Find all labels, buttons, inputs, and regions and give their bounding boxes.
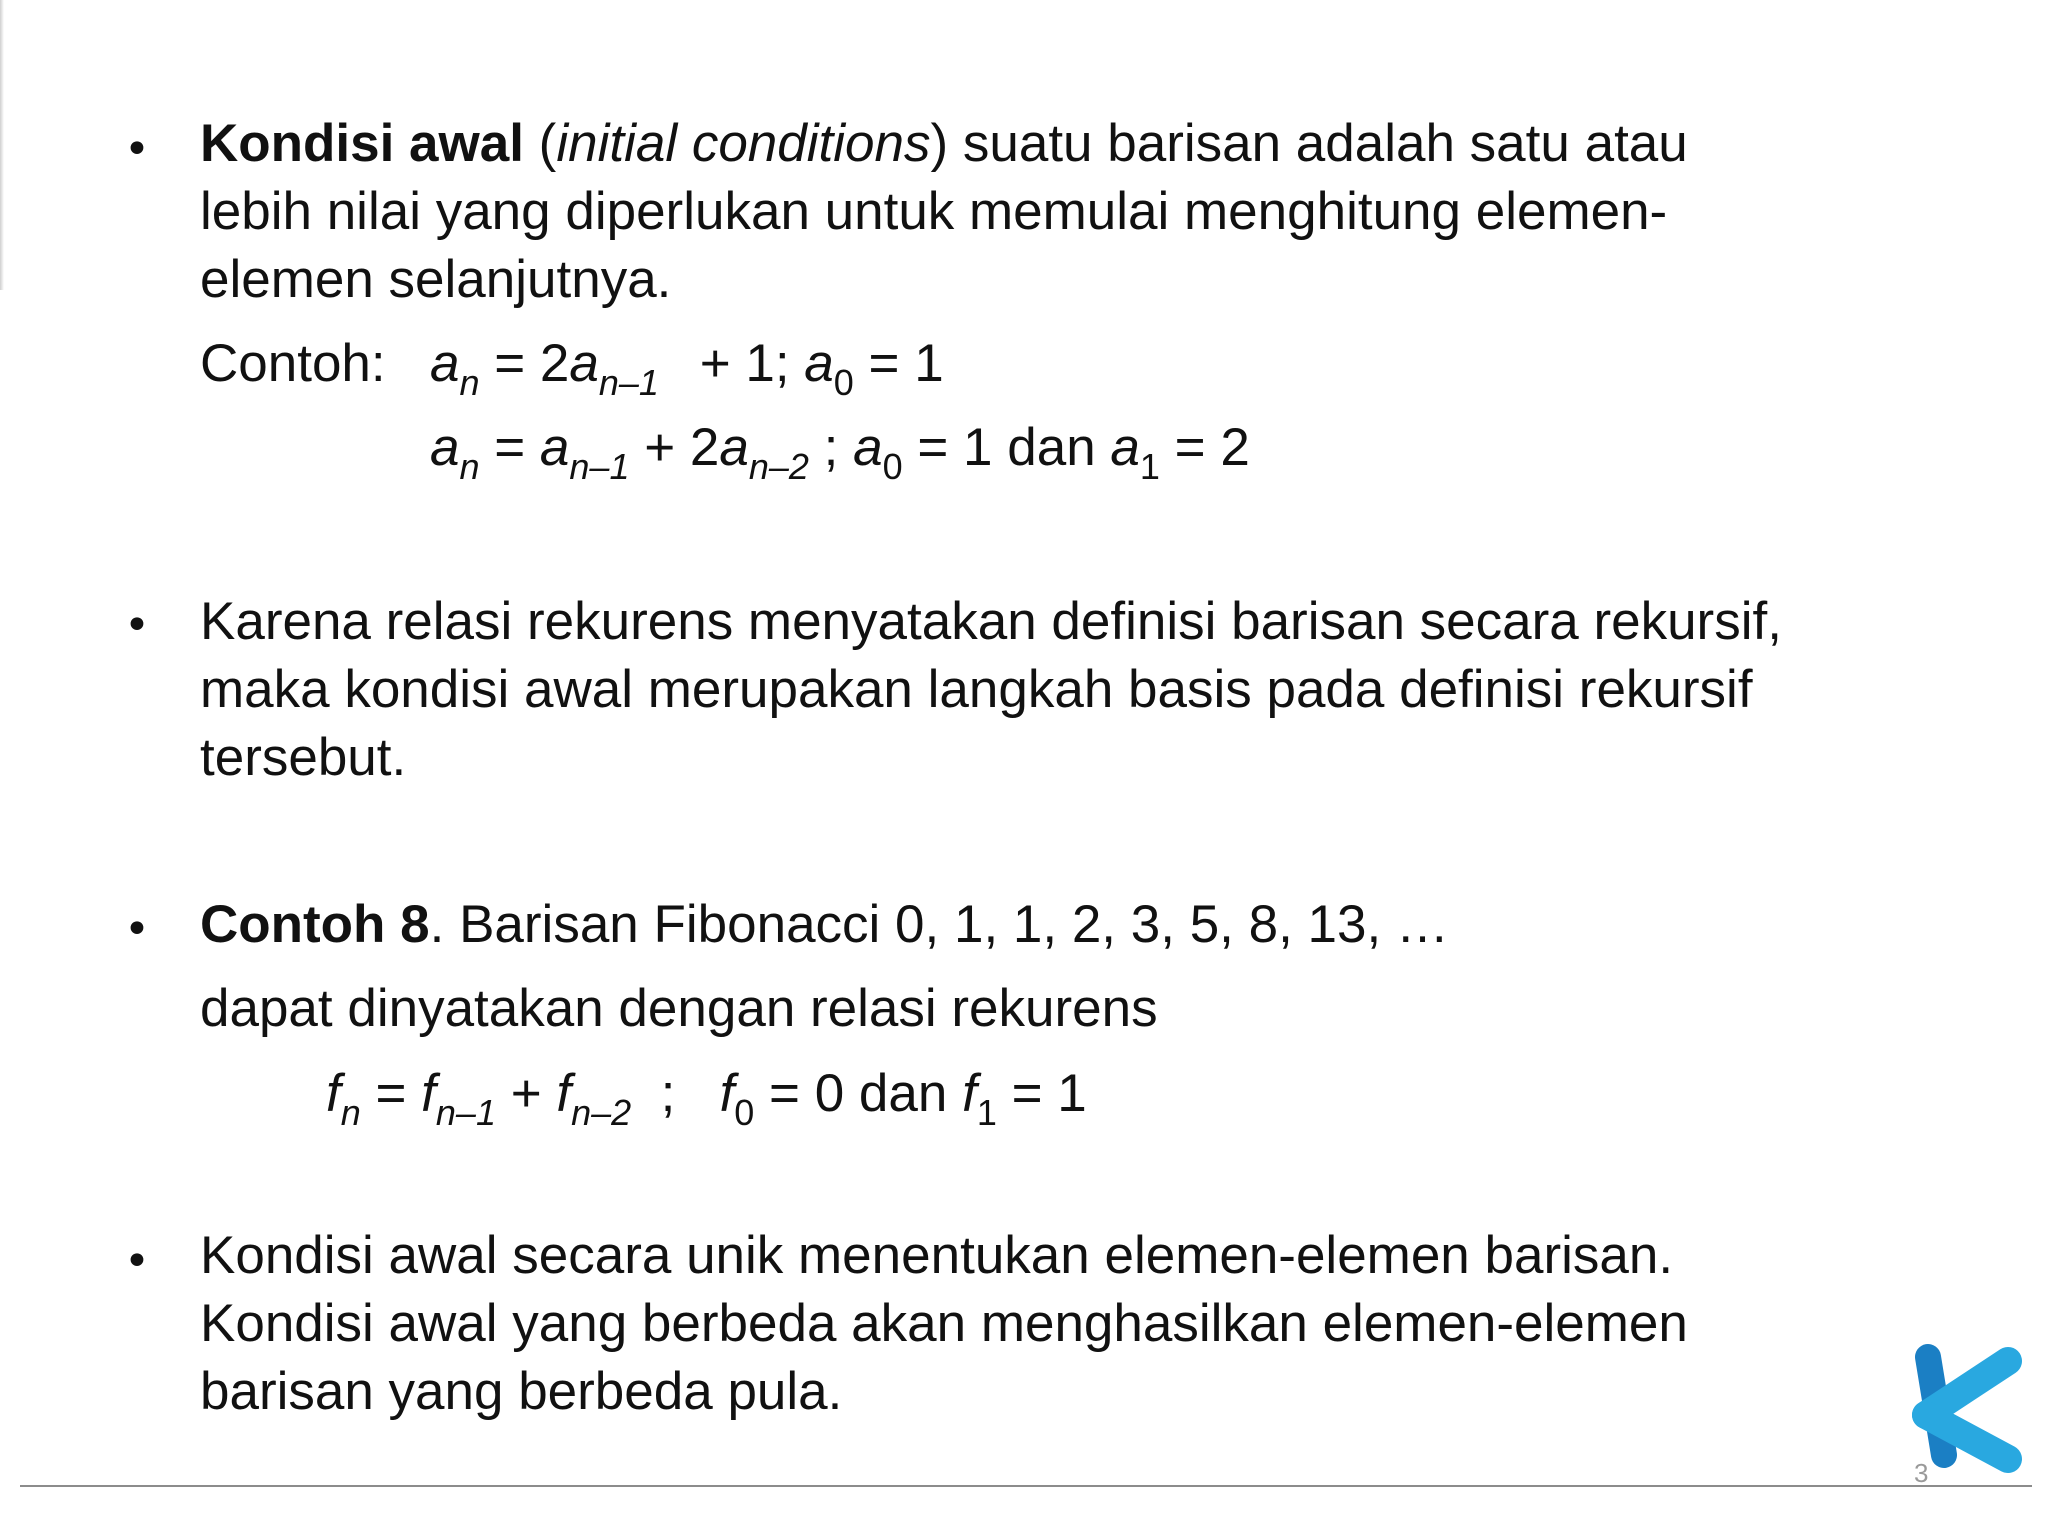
bullet-4: • <box>124 1236 150 1287</box>
equation-1 <box>430 330 944 403</box>
italic-term: initial conditions <box>556 114 931 173</box>
var-a: a <box>539 418 570 477</box>
bullet-3: • <box>124 904 150 955</box>
var-f: f <box>421 1064 436 1123</box>
paragraph-initial-conditions <box>200 110 1960 314</box>
subscript: n–2 <box>748 446 809 487</box>
paragraph-fibonacci <box>200 891 1960 959</box>
text-line: lebih nilai yang diperlukan untuk memulai menghitung elemen- <box>200 182 1668 241</box>
operator: = 1 <box>996 1064 1087 1123</box>
text-line: barisan yang berbeda pula. <box>200 1362 843 1421</box>
k-logo-icon <box>1900 1335 2030 1475</box>
var-f: f <box>556 1064 572 1123</box>
subscript: 1 <box>1139 446 1160 487</box>
operator: = <box>479 418 540 477</box>
page-number: 3 <box>1914 1458 1929 1488</box>
bold-term: Kondisi awal <box>200 114 524 173</box>
var-a: a <box>719 418 749 477</box>
subscript: n–1 <box>435 1092 496 1133</box>
subscript: n <box>340 1092 361 1133</box>
operator: + <box>495 1064 557 1123</box>
subscript: 0 <box>833 362 854 403</box>
var-a: a <box>430 334 460 393</box>
operator: = 1 dan <box>902 418 1111 477</box>
text-line: maka kondisi awal merupakan langkah basis pada definisi rekursif <box>200 660 1753 719</box>
subscript: 1 <box>976 1092 997 1133</box>
text-line: elemen selanjutnya. <box>200 250 672 309</box>
operator: = 2 <box>1159 418 1250 477</box>
paragraph-fibonacci-relation <box>200 975 1960 1043</box>
operator: = 2 <box>479 334 570 393</box>
paragraph-recursive-basis <box>200 588 1960 792</box>
fibonacci-equation <box>326 1060 1087 1133</box>
operator: = <box>360 1064 422 1123</box>
var-a: a <box>430 418 460 477</box>
operator: + 2 <box>629 418 720 477</box>
footer-divider <box>20 1485 2032 1487</box>
text-line: Karena relasi rekurens menyatakan definisi barisan secara rekursif, <box>200 592 1782 651</box>
subscript: 0 <box>882 446 903 487</box>
text-line: tersebut. <box>200 728 407 787</box>
subscript: n <box>459 362 480 403</box>
text-span: . Barisan Fibonacci 0, 1, 1, 2, 3, 5, 8, 13, … <box>429 895 1449 954</box>
bold-term: Contoh 8 <box>200 895 430 954</box>
example-label: Contoh: <box>200 334 386 393</box>
equation-2 <box>430 414 1250 487</box>
var-f: f <box>719 1064 735 1123</box>
paragraph-unique-elements <box>200 1222 1960 1426</box>
text-span: ) suatu barisan adalah satu atau <box>930 114 1688 173</box>
text-line: Kondisi awal yang berbeda akan menghasilkan elemen-elemen <box>200 1294 1688 1353</box>
text-span: ( <box>523 114 557 173</box>
bullet-1: • <box>124 124 150 175</box>
operator: ; <box>631 1064 720 1123</box>
text-line: Kondisi awal secara unik menentukan elemen-elemen barisan. <box>200 1226 1674 1285</box>
subscript: n–2 <box>571 1092 632 1133</box>
operator: ; <box>808 418 854 477</box>
var-a: a <box>804 334 834 393</box>
var-f: f <box>326 1064 341 1123</box>
var-f: f <box>962 1064 977 1123</box>
subscript: n–1 <box>598 362 659 403</box>
subscript: 0 <box>734 1092 755 1133</box>
var-a: a <box>853 418 883 477</box>
subscript: n–1 <box>569 446 630 487</box>
bullet-2: • <box>124 600 150 651</box>
var-a: a <box>569 334 599 393</box>
subscript: n <box>459 446 480 487</box>
var-a: a <box>1110 418 1140 477</box>
text-line: dapat dinyatakan dengan relasi rekurens <box>200 979 1158 1038</box>
operator: + 1; <box>684 334 805 393</box>
operator: = 1 <box>853 334 944 393</box>
operator: = 0 dan <box>754 1064 963 1123</box>
